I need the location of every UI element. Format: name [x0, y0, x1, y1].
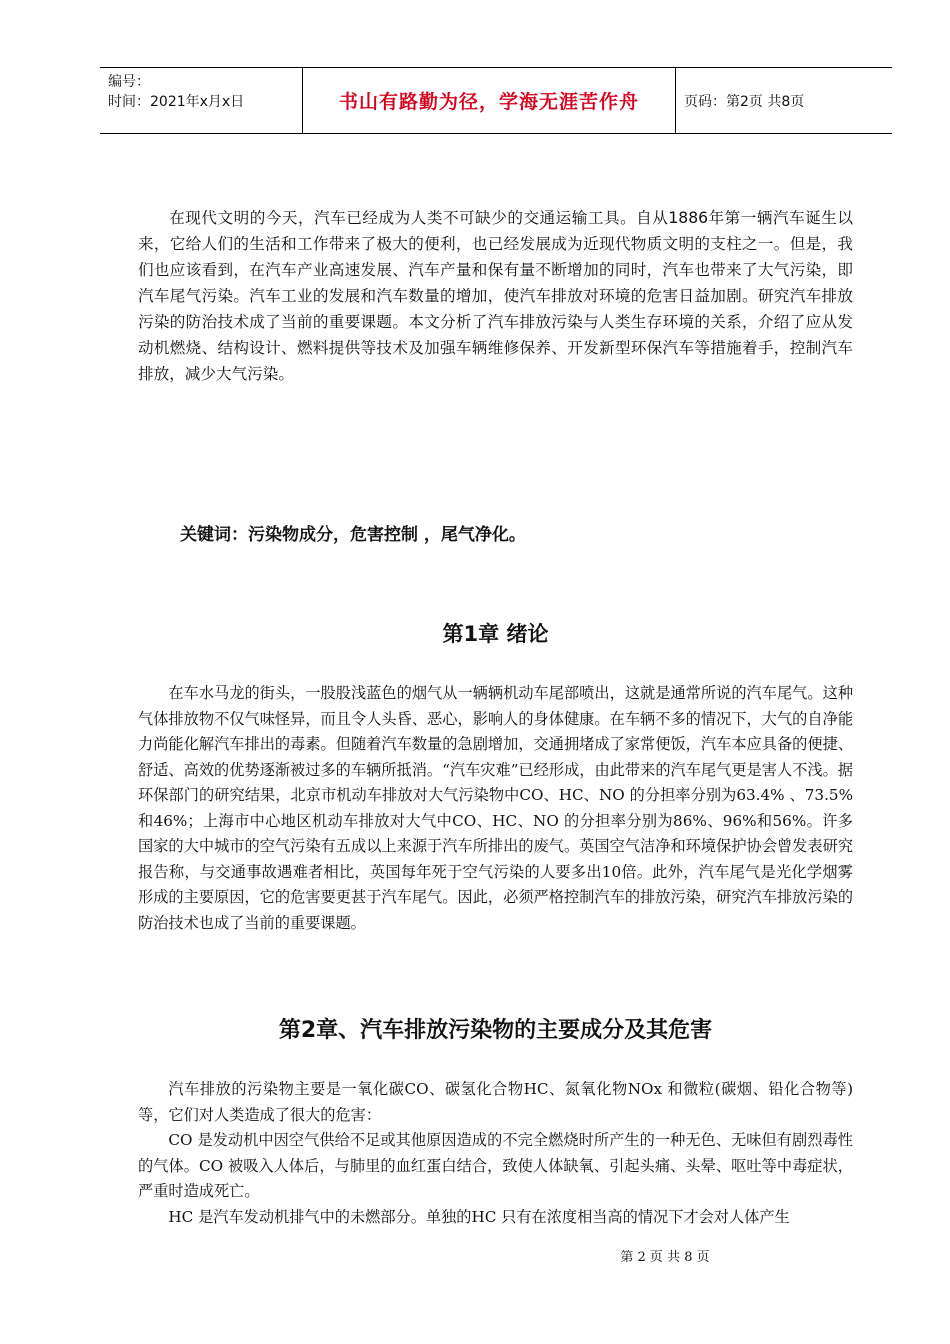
- abstract-section: [138, 205, 853, 387]
- header-page-info: 页码：第2页 共8页: [684, 93, 805, 110]
- page-header: [100, 67, 892, 134]
- chapter-2-paragraph-2: CO 是发动机中因空气供给不足或其他原因造成的不完全燃烧时所产生的一种无色、无味但有剧烈毒性的气体。CO 被吸入人体后，与肺里的血红蛋白结合，致使人体缺氧、引起头痛、头晕、呕吐等中毒症状，严重时造成死亡。: [138, 1131, 853, 1200]
- header-meta: [100, 68, 303, 133]
- header-motto-cell: [303, 68, 676, 133]
- chapter-2-paragraph-1: 汽车排放的污染物主要是一氧化碳CO、碳氢化合物HC、氮氧化物NOx 和微粒(碳烟、铅化合物等)等，它们对人类造成了很大的危害：: [138, 1080, 853, 1124]
- chapter-2-paragraph-3: HC 是汽车发动机排气中的未燃部分。单独的HC 只有在浓度相当高的情况下才会对人体产生: [168, 1207, 790, 1226]
- chapter-2-title: 第2章、汽车排放污染物的主要成分及其危害: [278, 1018, 713, 1043]
- keywords: 关键词：污染物成分，危害控制 ，尾气净化。: [180, 525, 526, 545]
- document-number: 编号：: [108, 74, 150, 90]
- chapter-1-title: 第1章 绪论: [442, 622, 549, 646]
- header-motto: 书山有路勤为径，学海无涯苦作舟: [338, 91, 639, 113]
- chapter-1-paragraph: 在车水马龙的街头，一股股浅蓝色的烟气从一辆辆机动车尾部喷出，这就是通常所说的汽车尾气。这种气体排放物不仅气味怪异，而且令人头昏、恶心，影响人的身体健康。在车辆不多的情况下，大气的自净能力尚能化解汽车排出的毒素。但随着汽车数量的急剧增加，交通拥堵成了家常便饭，汽车本应具备的便捷、舒适、高效的优势逐渐被过多的车辆所抵消。“汽车灾难”已经形成，由此带来的汽车尾气更是害人不浅。据环保部门的研究结果，北京市机动车排放对大气污染物中CO、HC、NO 的分担率分别为63.4% 、73.5% 和46%；上海市中心地区机动车排放对大气中CO、HC、NO 的分担率分别为86%、96%和56%。许多国家的大中城市的空气污染有五成以上来源于汽车所排出的废气。英国空气洁净和环境保护协会曾发表研究报告称，与交通事故遇难者相比，英国每年死于空气污染的人要多出10倍。此外，汽车尾气是光化学烟雾形成的主要原因，它的危害要更甚于汽车尾气。因此，必须严格控制汽车的排放污染，研究汽车排放污染的防治技术也成了当前的重要课题。: [138, 684, 853, 932]
- chapter-2-body: [138, 1077, 853, 1230]
- document-date: 时间：2021年x月x日: [108, 94, 245, 110]
- chapter-1-body: [138, 681, 853, 936]
- page-footer: 第 2 页 共 8 页: [620, 1250, 710, 1265]
- abstract-paragraph: 在现代文明的今天，汽车已经成为人类不可缺少的交通运输工具。自从1886年第一辆汽车诞生以来，它给人们的生活和工作带来了极大的便利，也已经发展成为近现代物质文明的支柱之一。但是，我们也应该看到，在汽车产业高速发展、汽车产量和保有量不断增加的同时，汽车也带来了大气污染，即汽车尾气污染。汽车工业的发展和汽车数量的增加，使汽车排放对环境的危害日益加剧。研究汽车排放污染的防治技术成了当前的重要课题。本文分析了汽车排放污染与人类生存环境的关系，介绍了应从发动机燃烧、结构设计、燃料提供等技术及加强车辆维修保养、开发新型环保汽车等措施着手，控制汽车排放，减少大气污染。: [138, 209, 853, 383]
